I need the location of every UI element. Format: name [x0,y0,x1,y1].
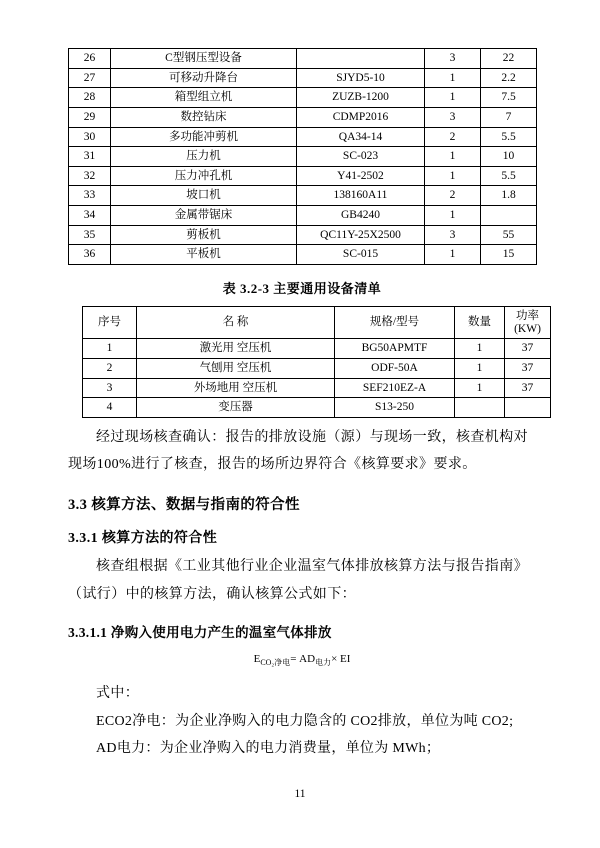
cell-qty: 1 [425,68,481,88]
formula-lhs-subscript: CO₂净电 [260,658,291,668]
cell-model: S13-250 [335,398,455,418]
cell-no: 28 [69,88,111,108]
cell-no: 27 [69,68,111,88]
formula-equals: = AD [290,653,316,666]
table-row [69,245,537,265]
paragraph-method-line1: 核查组根据《工业其他行业企业温室气体排放核算方法与报告指南》 [96,559,528,575]
cell-name: 箱型组立机 [111,88,297,108]
cell-qty: 3 [425,107,481,127]
cell-model: SC-023 [297,147,425,167]
cell-no: 34 [69,206,111,226]
paragraph-site-verification-line1: 经过现场核查确认：报告的排放设施（源）与现场一致，核查机构对 [96,429,528,445]
cell-power: 22 [481,49,537,69]
header-power-label: 功率 [516,310,539,323]
cell-qty: 1 [425,245,481,265]
cell-power: 1.8 [481,186,537,206]
equipment-table-continued [68,48,537,265]
formula-electricity-emission [68,653,536,668]
cell-model: CDMP2016 [297,107,425,127]
cell-power: 10 [481,147,537,167]
cell-qty: 1 [455,358,505,378]
section-heading-3-3-1-1: 3.3.1.1 净购入使用电力产生的温室气体排放 [68,625,332,641]
section-heading-3-3-1: 3.3.1 核算方法的符合性 [68,531,218,547]
table-row [69,225,537,245]
cell-model: SEF210EZ-A [335,378,455,398]
header-power [505,307,551,339]
cell-name: 激光用 空压机 [137,339,335,359]
cell-power: 37 [505,378,551,398]
cell-no: 36 [69,245,111,265]
cell-name: 平板机 [111,245,297,265]
table-row [69,88,537,108]
cell-model: QA34-14 [297,127,425,147]
cell-model: BG50APMTF [335,339,455,359]
general-equipment-table [82,306,551,418]
cell-power [481,206,537,226]
table-row [69,186,537,206]
cell-qty: 1 [455,339,505,359]
cell-name: 数控钻床 [111,107,297,127]
cell-model [297,49,425,69]
cell-model: ODF-50A [335,358,455,378]
formula-lhs-symbol: E [253,653,261,666]
cell-power: 5.5 [481,166,537,186]
cell-no: 29 [69,107,111,127]
paragraph-site-verification-line2: 现场100%进行了核查，报告的场所边界符合《核算要求》要求。 [68,457,477,473]
cell-model: QC11Y-25X2500 [297,225,425,245]
cell-model: ZUZB-1200 [297,88,425,108]
table-row [69,49,537,69]
cell-qty: 3 [425,49,481,69]
header-model: 规格/型号 [335,307,455,339]
header-qty: 数量 [455,307,505,339]
cell-qty: 2 [425,186,481,206]
header-no: 序号 [83,307,137,339]
cell-model: GB4240 [297,206,425,226]
cell-name: 气刨用 空压机 [137,358,335,378]
table-row [69,166,537,186]
cell-name: 金属带锯床 [111,206,297,226]
table-row [69,107,537,127]
cell-name: 可移动升降台 [111,68,297,88]
cell-name: 压力机 [111,147,297,167]
table-caption-3-2-3: 表 3.2-3 主要通用设备清单 [222,281,382,297]
cell-model: 138160A11 [297,186,425,206]
page-number: 11 [294,788,306,800]
formula-multiplier: × EI [331,653,351,666]
cell-qty: 2 [425,127,481,147]
table-row [69,206,537,226]
where-label: 式中： [96,686,140,702]
cell-model: SC-015 [297,245,425,265]
header-power-unit: (KW) [514,322,541,335]
cell-power: 37 [505,358,551,378]
table-row [83,339,551,359]
cell-no: 4 [83,398,137,418]
cell-no: 31 [69,147,111,167]
cell-name: 外场地用 空压机 [137,378,335,398]
cell-model: SJYD5-10 [297,68,425,88]
cell-qty: 1 [425,147,481,167]
section-heading-3-3: 3.3 核算方法、数据与指南的符合性 [68,497,300,514]
cell-qty: 3 [425,225,481,245]
cell-no: 3 [83,378,137,398]
general-equipment-table-wrapper [68,306,541,418]
header-name: 名 称 [137,307,335,339]
cell-name: 变压器 [137,398,335,418]
cell-no: 33 [69,186,111,206]
cell-name: C型钢压型设备 [111,49,297,69]
cell-qty: 1 [425,206,481,226]
cell-power: 5.5 [481,127,537,147]
cell-power: 7 [481,107,537,127]
cell-power [505,398,551,418]
cell-power: 15 [481,245,537,265]
table-row [83,358,551,378]
cell-power: 37 [505,339,551,359]
cell-name: 坡口机 [111,186,297,206]
cell-name: 多功能冲剪机 [111,127,297,147]
cell-qty: 1 [455,378,505,398]
table-row [83,378,551,398]
table-header-row [83,307,551,339]
cell-name: 剪板机 [111,225,297,245]
cell-no: 2 [83,358,137,378]
cell-no: 1 [83,339,137,359]
cell-name: 压力冲孔机 [111,166,297,186]
cell-no: 26 [69,49,111,69]
definition-eco2: ECO2净电：为企业净购入的电力隐含的 CO2排放，单位为吨 CO2; [96,713,514,729]
cell-no: 32 [69,166,111,186]
cell-qty: 1 [425,166,481,186]
formula-rhs-subscript: 电力 [315,658,332,668]
table-row [69,147,537,167]
cell-model: Y41-2502 [297,166,425,186]
definition-ad: AD电力：为企业净购入的电力消费量，单位为 MWh； [96,740,441,756]
cell-power: 55 [481,225,537,245]
paragraph-method-line2: （试行）中的核算方法，确认核算公式如下： [68,586,356,602]
cell-power: 2.2 [481,68,537,88]
page-content [68,48,541,762]
table-row [69,68,537,88]
cell-qty: 1 [425,88,481,108]
cell-power: 7.5 [481,88,537,108]
cell-no: 30 [69,127,111,147]
table-row [83,398,551,418]
cell-no: 35 [69,225,111,245]
table-row [69,127,537,147]
cell-qty [455,398,505,418]
